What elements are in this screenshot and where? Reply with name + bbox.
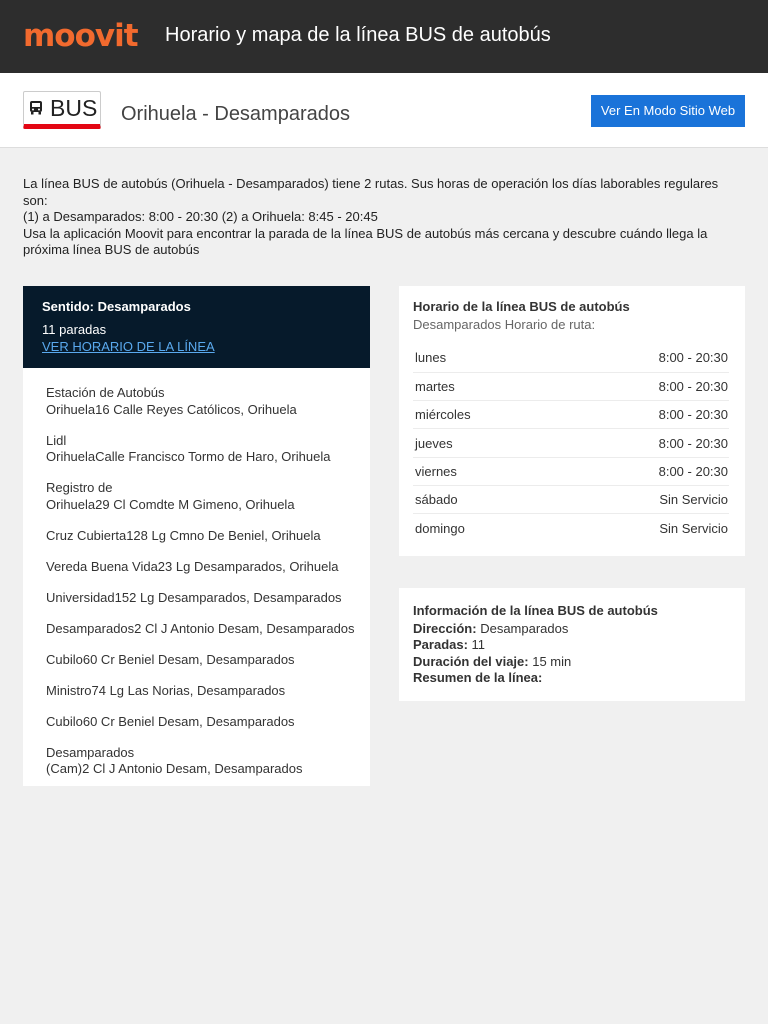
list-item[interactable] [46, 683, 370, 700]
list-item[interactable] [46, 652, 370, 669]
stop-count: 11 paradas [42, 322, 107, 337]
table-row [413, 485, 729, 513]
schedule-day: jueves [413, 429, 553, 457]
line-header [0, 73, 768, 148]
table-row [413, 344, 729, 372]
info-direction-value: Desamparados [480, 621, 569, 636]
moovit-logo[interactable]: moovit [23, 18, 138, 54]
website-mode-button[interactable]: Ver En Modo Sitio Web [591, 95, 745, 127]
schedule-card [399, 286, 745, 556]
info-stops [413, 637, 731, 653]
list-item[interactable] [46, 621, 370, 638]
list-item[interactable] [46, 745, 370, 778]
info-summary-label: Resumen de la línea: [413, 669, 543, 685]
table-row [413, 514, 729, 542]
stop-address: (Cam)2 Cl J Antonio Desam, Desamparados [46, 761, 303, 776]
stop-address: Orihuela29 Cl Comdte M Gimeno, Orihuela [46, 496, 295, 512]
schedule-table [413, 344, 729, 542]
info-direction [413, 621, 731, 637]
stop-name: Registro de [46, 480, 113, 495]
stop-name: Cruz Cubierta128 Lg Cmno De Beniel, Orihuela [46, 527, 321, 543]
schedule-day: sábado [413, 485, 553, 513]
table-row [413, 429, 729, 457]
list-item[interactable] [46, 528, 370, 545]
stop-name: Universidad152 Lg Desamparados, Desamparados [46, 589, 342, 605]
list-item[interactable] [46, 480, 370, 513]
view-schedule-link[interactable]: VER HORARIO DE LA LÍNEA [42, 339, 215, 354]
top-bar [0, 0, 768, 73]
schedule-day: domingo [415, 520, 465, 536]
info-stops-label: Paradas: [413, 637, 468, 653]
table-row [413, 372, 729, 400]
direction-title: Sentido: Desamparados [42, 299, 191, 314]
list-item[interactable] [46, 433, 370, 466]
line-badge [23, 91, 101, 129]
schedule-day: miércoles [413, 401, 553, 429]
schedule-hours: 8:00 - 20:30 [553, 372, 729, 400]
stop-address: Orihuela16 Calle Reyes Católicos, Orihuela [46, 401, 297, 417]
schedule-title: Horario de la línea BUS de autobús [413, 299, 630, 314]
schedule-day: lunes [413, 344, 553, 372]
info-summary [413, 670, 731, 686]
schedule-hours: 8:00 - 20:30 [553, 429, 729, 457]
stop-name: Desamparados2 Cl J Antonio Desam, Desamparados [46, 620, 355, 636]
stop-name: Vereda Buena Vida23 Lg Desamparados, Orihuela [46, 558, 339, 574]
description-operation: La línea BUS de autobús (Orihuela - Desamparados) tiene 2 rutas. Sus horas de operación los días laborables regulares son: [23, 176, 719, 208]
line-badge-label: BUS [50, 95, 98, 121]
description-app: Usa la aplicación Moovit para encontrar la parada de la línea BUS de autobús más cercana y descubre cuándo llega la próxima línea BUS de autobús [23, 225, 708, 257]
schedule-day: viernes [413, 457, 553, 485]
stop-name: Cubilo60 Cr Beniel Desam, Desamparados [46, 651, 295, 667]
line-description [23, 176, 745, 259]
info-duration-label: Duración del viaje: [413, 653, 529, 669]
schedule-day: martes [413, 372, 553, 400]
list-item[interactable] [46, 385, 370, 418]
line-info-card [399, 588, 745, 701]
table-row [413, 457, 729, 485]
stop-name: Estación de Autobús [46, 385, 165, 400]
description-hours: (1) a Desamparados: 8:00 - 20:30 (2) a Orihuela: 8:45 - 20:45 [23, 209, 378, 224]
stop-name: Cubilo60 Cr Beniel Desam, Desamparados [46, 713, 295, 729]
list-item[interactable] [46, 590, 370, 607]
stop-address: OrihuelaCalle Francisco Tormo de Haro, Orihuela [46, 449, 331, 464]
schedule-hours: 8:00 - 20:30 [553, 344, 729, 372]
schedule-hours: 8:00 - 20:30 [553, 401, 729, 429]
info-direction-label: Dirección: [413, 621, 477, 636]
list-item[interactable] [46, 559, 370, 576]
schedule-hours: Sin Servicio [553, 485, 729, 513]
info-duration [413, 654, 731, 670]
table-row [413, 401, 729, 429]
list-item[interactable] [46, 714, 370, 731]
info-duration-value: 15 min [532, 653, 572, 669]
schedule-subtitle: Desamparados Horario de ruta: [413, 317, 596, 332]
stop-name: Desamparados [46, 744, 135, 760]
stop-name: Lidl [46, 432, 67, 448]
schedule-hours: 8:00 - 20:30 [553, 457, 729, 485]
page-title: Horario y mapa de la línea BUS de autobús [165, 24, 551, 46]
info-title: Información de la línea BUS de autobús [413, 603, 658, 618]
stop-list [23, 368, 370, 786]
schedule-hours: Sin Servicio [659, 520, 728, 536]
stop-name: Ministro74 Lg Las Norias, Desamparados [46, 682, 286, 698]
info-stops-value: 11 [471, 637, 486, 653]
route-name: Orihuela - Desamparados [121, 103, 350, 125]
bus-icon [28, 100, 44, 116]
direction-header [23, 286, 370, 368]
